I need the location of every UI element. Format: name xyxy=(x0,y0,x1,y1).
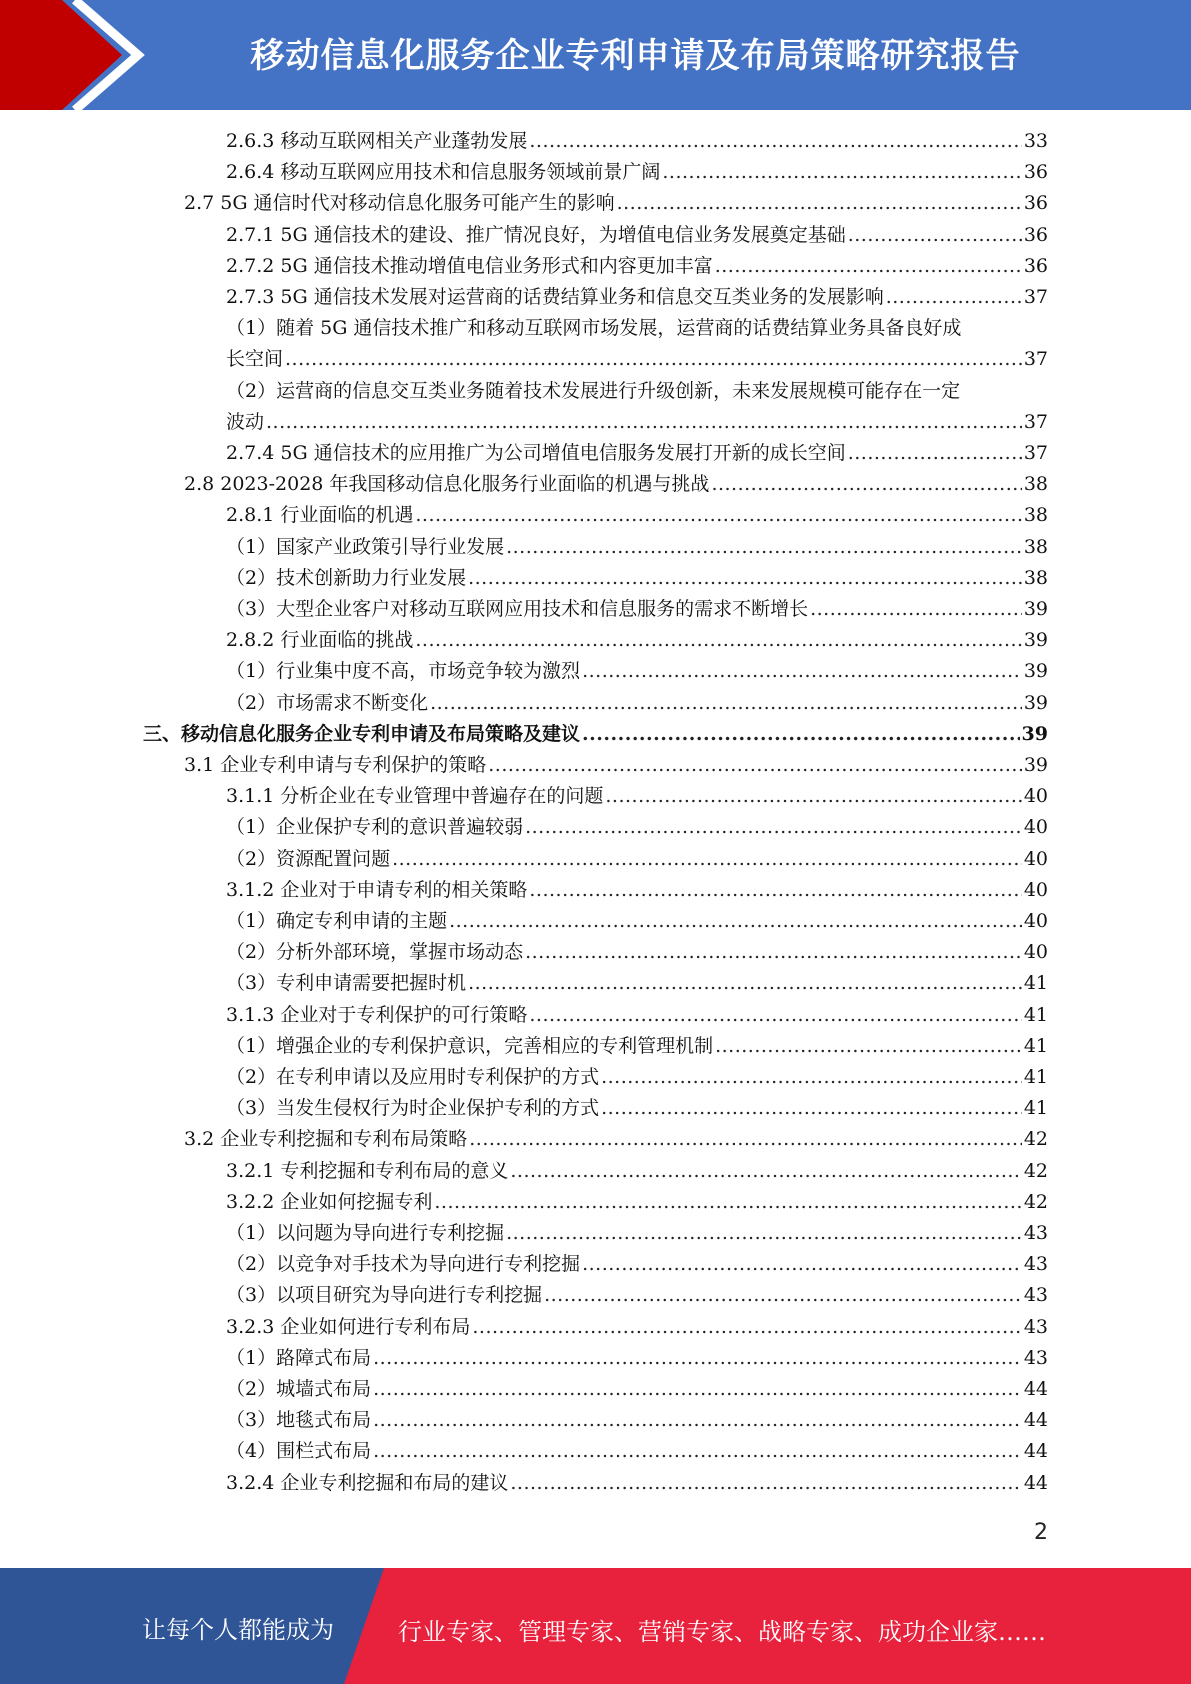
toc-entry[interactable] xyxy=(226,438,1048,469)
toc-leader-dots xyxy=(468,563,1022,594)
toc-page-number: 42 xyxy=(1023,1191,1048,1213)
toc-page-number: 39 xyxy=(1023,754,1048,776)
toc-page-number: 43 xyxy=(1023,1316,1048,1338)
toc-entry-text: 波动 xyxy=(226,411,265,433)
toc-page-number: 43 xyxy=(1023,1253,1048,1275)
toc-entry-text: 2.6.4 移动互联网应用技术和信息服务领域前景广阔 xyxy=(226,161,661,183)
toc-leader-dots xyxy=(525,812,1022,843)
toc-page-number: 38 xyxy=(1023,473,1048,495)
toc-entry[interactable] xyxy=(226,688,1048,719)
toc-page-number: 41 xyxy=(1023,1004,1048,1026)
toc-entry[interactable] xyxy=(226,844,1048,875)
toc-page-number: 36 xyxy=(1023,192,1048,214)
toc-entry-text: （2）资源配置问题 xyxy=(226,848,391,870)
toc-leader-dots xyxy=(848,220,1022,251)
toc-leader-dots xyxy=(430,688,1022,719)
toc-leader-dots xyxy=(601,1093,1022,1124)
toc-leader-dots xyxy=(392,844,1022,875)
toc-entry-text: （3）当发生侵权行为时企业保护专利的方式 xyxy=(226,1097,600,1119)
toc-leader-dots xyxy=(449,906,1022,937)
toc-page-number: 37 xyxy=(1023,286,1048,308)
toc-entry[interactable] xyxy=(143,719,1048,750)
toc-leader-dots xyxy=(582,719,1020,750)
toc-entry-text: 3.1.2 企业对于申请专利的相关策略 xyxy=(226,879,528,901)
toc-entry-text: 2.7.3 5G 通信技术发展对运营商的话费结算业务和信息交互类业务的发展影响 xyxy=(226,286,884,308)
toc-page-number: 41 xyxy=(1023,1066,1048,1088)
toc-page-number: 42 xyxy=(1023,1160,1048,1182)
toc-page-number: 36 xyxy=(1023,161,1048,183)
toc-entry-text: （1）确定专利申请的主题 xyxy=(226,910,448,932)
toc-leader-dots xyxy=(373,1436,1022,1467)
toc-entry-text: 3.2.2 企业如何挖掘专利 xyxy=(226,1191,433,1213)
toc-page-number: 43 xyxy=(1023,1222,1048,1244)
toc-page-number: 40 xyxy=(1023,910,1048,932)
toc-page-number: 44 xyxy=(1023,1409,1048,1431)
toc-page-number: 41 xyxy=(1023,1035,1048,1057)
toc-leader-dots xyxy=(662,157,1021,188)
toc-entry-text: 3.2.1 专利挖掘和专利布局的意义 xyxy=(226,1160,509,1182)
toc-leader-dots xyxy=(488,750,1022,781)
toc-leader-dots xyxy=(711,469,1021,500)
toc-entry[interactable] xyxy=(226,1187,1048,1218)
toc-page-number: 39 xyxy=(1023,660,1048,682)
page-footer xyxy=(0,1568,1191,1684)
toc-leader-dots xyxy=(715,1031,1022,1062)
toc-leader-dots xyxy=(472,1312,1021,1343)
toc-entry[interactable] xyxy=(226,1249,1048,1280)
toc-page-number: 36 xyxy=(1023,224,1048,246)
toc-page-number: 37 xyxy=(1023,411,1048,433)
toc-page-number: 40 xyxy=(1023,879,1048,901)
toc-entry[interactable] xyxy=(226,625,1048,656)
toc-entry-text: 3.2.4 企业专利挖掘和布局的建议 xyxy=(226,1472,509,1494)
toc-entry[interactable] xyxy=(226,251,1048,282)
toc-leader-dots xyxy=(373,1343,1022,1374)
toc-entry-text: 3.2.3 企业如何进行专利布局 xyxy=(226,1316,471,1338)
toc-entry[interactable] xyxy=(226,1374,1048,1405)
toc-page-number: 40 xyxy=(1023,941,1048,963)
toc-page-number: 42 xyxy=(1023,1128,1048,1150)
toc-entry-text: （2）城墙式布局 xyxy=(226,1378,372,1400)
toc-entry-text: 3.2 企业专利挖掘和专利布局策略 xyxy=(184,1128,468,1150)
toc-leader-dots xyxy=(434,1187,1021,1218)
toc-page-number: 44 xyxy=(1023,1440,1048,1462)
toc-entry[interactable] xyxy=(226,1218,1048,1249)
toc-entry[interactable] xyxy=(184,469,1048,500)
toc-leader-dots xyxy=(510,1156,1021,1187)
toc-page-number: 33 xyxy=(1023,130,1048,152)
toc-leader-dots xyxy=(510,1468,1021,1499)
toc-entry-text: 3.1.1 分析企业在专业管理中普遍存在的问题 xyxy=(226,785,604,807)
toc-page-number: 37 xyxy=(1023,442,1048,464)
toc-entry-text: （1）国家产业政策引导行业发展 xyxy=(226,536,505,558)
toc-entry-text: （4）围栏式布局 xyxy=(226,1440,372,1462)
toc-entry-text: 3.1 企业专利申请与专利保护的策略 xyxy=(184,754,487,776)
toc-entry[interactable] xyxy=(226,875,1048,906)
toc-entry[interactable] xyxy=(226,906,1048,937)
toc-leader-dots xyxy=(848,438,1022,469)
toc-entry-text: （1）路障式布局 xyxy=(226,1347,372,1369)
toc-leader-dots xyxy=(468,968,1022,999)
toc-leader-dots xyxy=(582,656,1022,687)
toc-entry-text: （2）以竞争对手技术为导向进行专利挖掘 xyxy=(226,1253,581,1275)
page-header xyxy=(0,0,1191,110)
toc-entry[interactable] xyxy=(184,188,1048,219)
toc-page-number: 41 xyxy=(1023,1097,1048,1119)
toc-page-number: 37 xyxy=(1023,348,1048,370)
toc-leader-dots xyxy=(601,1062,1022,1093)
toc-entry[interactable] xyxy=(226,282,1048,313)
toc-entry[interactable] xyxy=(226,1312,1048,1343)
toc-page-number: 41 xyxy=(1023,972,1048,994)
toc-leader-dots xyxy=(617,188,1022,219)
toc-page-number: 40 xyxy=(1023,816,1048,838)
toc-page-number: 38 xyxy=(1023,504,1048,526)
toc-leader-dots xyxy=(605,781,1021,812)
toc-entry-text: 2.7 5G 通信时代对移动信息化服务可能产生的影响 xyxy=(184,192,615,214)
toc-leader-dots xyxy=(529,875,1021,906)
toc-entry-text: （1）行业集中度不高，市场竞争较为激烈 xyxy=(226,660,581,682)
toc-entry-text: （1）以问题为导向进行专利挖掘 xyxy=(226,1222,505,1244)
toc-entry-text: 3.1.3 企业对于专利保护的可行策略 xyxy=(226,1004,528,1026)
toc-entry[interactable] xyxy=(226,220,1048,251)
toc-entry-text: （1）增强企业的专利保护意识，完善相应的专利管理机制 xyxy=(226,1035,714,1057)
toc-entry[interactable] xyxy=(226,407,1048,438)
page-number: 2 xyxy=(1034,1520,1048,1545)
toc-entry[interactable] xyxy=(226,126,1048,157)
toc-entry[interactable] xyxy=(226,344,1048,375)
toc-leader-dots xyxy=(544,1280,1022,1311)
toc-entry-text: （2）分析外部环境，掌握市场动态 xyxy=(226,941,524,963)
toc-leader-dots xyxy=(506,1218,1022,1249)
toc-entry-text[interactable]: （1）随着 5G 通信技术推广和移动互联网市场发展，运营商的话费结算业务具备良好成 xyxy=(226,317,962,339)
toc-entry[interactable] xyxy=(184,1124,1048,1155)
toc-entry-text[interactable]: （2）运营商的信息交互类业务随着技术发展进行升级创新，未来发展规模可能存在一定 xyxy=(226,380,961,402)
toc-page-number: 39 xyxy=(1021,723,1048,745)
toc-entry[interactable] xyxy=(226,563,1048,594)
toc-leader-dots xyxy=(373,1405,1022,1436)
toc-entry-text: （2）在专利申请以及应用时专利保护的方式 xyxy=(226,1066,600,1088)
toc-entry[interactable] xyxy=(226,1468,1048,1499)
toc-entry-text: 2.7.2 5G 通信技术推动增值电信业务形式和内容更加丰富 xyxy=(226,255,713,277)
toc-page-number: 43 xyxy=(1023,1284,1048,1306)
toc-entry-text: 2.8 2023-2028 年我国移动信息化服务行业面临的机遇与挑战 xyxy=(184,473,710,495)
toc-entry[interactable] xyxy=(226,1000,1048,1031)
toc-entry-text: 2.8.1 行业面临的机遇 xyxy=(226,504,414,526)
report-title: 移动信息化服务企业专利申请及布局策略研究报告 xyxy=(250,36,1021,76)
toc-leader-dots xyxy=(582,1249,1022,1280)
toc-entry-text: 长空间 xyxy=(226,348,284,370)
toc-leader-dots xyxy=(469,1124,1022,1155)
toc-entry-text: 2.8.2 行业面临的挑战 xyxy=(226,629,414,651)
toc-leader-dots xyxy=(529,1000,1021,1031)
toc-entry[interactable] xyxy=(226,937,1048,968)
toc-entry[interactable] xyxy=(226,1031,1048,1062)
toc-entry-text: 2.6.3 移动互联网相关产业蓬勃发展 xyxy=(226,130,528,152)
toc-entry-text: （3）以项目研究为导向进行专利挖掘 xyxy=(226,1284,543,1306)
toc-page-number: 44 xyxy=(1023,1472,1048,1494)
toc-leader-dots xyxy=(810,594,1022,625)
toc-page-number: 43 xyxy=(1023,1347,1048,1369)
toc-page-number: 38 xyxy=(1023,536,1048,558)
toc-entry-text: （3）大型企业客户对移动互联网应用技术和信息服务的需求不断增长 xyxy=(226,598,809,620)
toc-leader-dots xyxy=(529,126,1021,157)
toc-page-number: 40 xyxy=(1023,785,1048,807)
toc-entry-text: （1）企业保护专利的意识普遍较弱 xyxy=(226,816,524,838)
toc-entry[interactable] xyxy=(226,1156,1048,1187)
footer-slogan-right: 行业专家、管理专家、营销专家、战略专家、成功企业家…… xyxy=(398,1618,1046,1646)
toc-leader-dots xyxy=(415,500,1021,531)
toc-entry[interactable] xyxy=(226,500,1048,531)
toc-page-number: 40 xyxy=(1023,848,1048,870)
toc-leader-dots xyxy=(266,407,1022,438)
toc-entry[interactable] xyxy=(226,968,1048,999)
toc-entry[interactable] xyxy=(226,1062,1048,1093)
toc-entry[interactable] xyxy=(226,781,1048,812)
toc-entry[interactable] xyxy=(226,532,1048,563)
toc-entry-text: 2.7.1 5G 通信技术的建设、推广情况良好，为增值电信业务发展奠定基础 xyxy=(226,224,846,246)
toc-leader-dots xyxy=(285,344,1022,375)
toc-entry[interactable] xyxy=(226,656,1048,687)
toc-entry[interactable] xyxy=(184,750,1048,781)
toc-entry[interactable] xyxy=(226,157,1048,188)
toc-leader-dots xyxy=(715,251,1022,282)
toc-page-number: 39 xyxy=(1023,692,1048,714)
toc-entry-text: （2）市场需求不断变化 xyxy=(226,692,429,714)
toc-page-number: 38 xyxy=(1023,567,1048,589)
toc-entry-text: （2）技术创新助力行业发展 xyxy=(226,567,467,589)
toc-page-number: 36 xyxy=(1023,255,1048,277)
toc-entry[interactable] xyxy=(226,1405,1048,1436)
toc-entry[interactable] xyxy=(226,812,1048,843)
toc-leader-dots xyxy=(415,625,1021,656)
toc-entry-text: 三、移动信息化服务企业专利申请及布局策略及建议 xyxy=(143,723,581,745)
footer-slogan-left: 让每个人都能成为 xyxy=(142,1616,334,1644)
toc-entry[interactable] xyxy=(226,1436,1048,1467)
toc-entry-text: （3）地毯式布局 xyxy=(226,1409,372,1431)
toc-page-number: 44 xyxy=(1023,1378,1048,1400)
toc-entry[interactable] xyxy=(226,1343,1048,1374)
toc-page-number: 39 xyxy=(1023,598,1048,620)
toc-entry[interactable] xyxy=(226,1093,1048,1124)
toc-page-number: 39 xyxy=(1023,629,1048,651)
toc-leader-dots xyxy=(525,937,1022,968)
toc-entry[interactable] xyxy=(226,594,1048,625)
toc-entry[interactable] xyxy=(226,1280,1048,1311)
toc-leader-dots xyxy=(886,282,1022,313)
toc-entry-text: （3）专利申请需要把握时机 xyxy=(226,972,467,994)
toc-leader-dots xyxy=(373,1374,1022,1405)
toc-entry-text: 2.7.4 5G 通信技术的应用推广为公司增值电信服务发展打开新的成长空间 xyxy=(226,442,846,464)
toc-leader-dots xyxy=(506,532,1022,563)
